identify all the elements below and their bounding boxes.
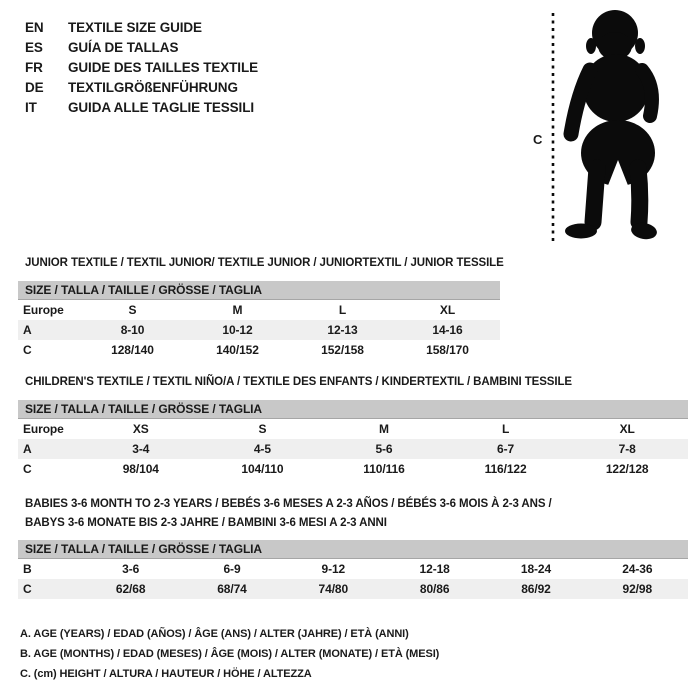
section-title-block xyxy=(18,254,504,273)
section-title: BABIES 3-6 MONTH TO 2-3 YEARS / BEBÉS 3-6 MESES A 2-3 AÑOS / BÉBÉS 3-6 MOIS À 2-3 ANS / xyxy=(25,498,552,510)
size-cell: 5-6 xyxy=(375,442,393,456)
size-cell: 7-8 xyxy=(618,442,636,456)
table-row xyxy=(18,579,688,599)
size-cell: 6-9 xyxy=(223,562,241,576)
size-cell: 128/140 xyxy=(111,343,154,357)
size-cell: 98/104 xyxy=(122,462,159,476)
size-cell: 8-10 xyxy=(120,323,145,337)
size-cell: 92/98 xyxy=(622,582,653,596)
size-cell: 104/110 xyxy=(241,462,284,476)
row-label: B xyxy=(23,562,32,576)
junior-textile-section xyxy=(18,254,504,360)
size-cell: 80/86 xyxy=(419,582,450,596)
baby-silhouette xyxy=(565,10,658,241)
size-header: SIZE / TALLA / TAILLE / GRÖSSE / TAGLIA xyxy=(18,400,688,419)
language-code: FR xyxy=(25,60,43,75)
baby-figure xyxy=(530,8,680,250)
row-label: Europe xyxy=(23,422,64,436)
table-row xyxy=(18,419,688,439)
language-title: GUIDA ALLE TAGLIE TESSILI xyxy=(68,100,254,115)
language-row xyxy=(25,58,258,78)
footnote-line: B. AGE (MONTHS) / EDAD (MESES) / ÂGE (MOIS) / ALTER (MONATE) / ETÀ (MESI) xyxy=(20,648,440,660)
table-row xyxy=(18,459,688,479)
size-cell: 10-12 xyxy=(222,323,253,337)
language-row xyxy=(25,78,258,98)
row-label: C xyxy=(23,582,32,596)
size-header: SIZE / TALLA / TAILLE / GRÖSSE / TAGLIA xyxy=(18,281,500,300)
language-title: GUIDE DES TAILLES TEXTILE xyxy=(68,60,259,75)
size-cell: L xyxy=(338,303,347,317)
table-row xyxy=(18,340,500,360)
size-cell: 140/152 xyxy=(216,343,259,357)
size-cell: XS xyxy=(132,422,149,436)
language-title: TEXTILE SIZE GUIDE xyxy=(68,20,202,35)
row-label: C xyxy=(23,343,32,357)
childrens-textile-section xyxy=(18,373,688,479)
size-header: SIZE / TALLA / TAILLE / GRÖSSE / TAGLIA xyxy=(18,540,688,559)
row-label: A xyxy=(23,323,32,337)
footnote-line: A. AGE (YEARS) / EDAD (AÑOS) / ÂGE (ANS) / ALTER (JAHRE) / ETÀ (ANNI) xyxy=(20,628,409,640)
size-cell: 62/68 xyxy=(115,582,146,596)
table-row xyxy=(18,439,688,459)
table-row xyxy=(18,559,688,579)
size-cell: M xyxy=(379,422,389,436)
section-title-block xyxy=(18,495,688,533)
baby-silhouette-svg xyxy=(530,8,680,250)
measure-label-c: C xyxy=(533,132,543,147)
language-title: GUÍA DE TALLAS xyxy=(68,40,179,55)
babies-textile-section xyxy=(18,495,688,599)
size-cell: 4-5 xyxy=(253,442,271,456)
size-cell: XL xyxy=(619,422,635,436)
row-label: Europe xyxy=(23,303,64,317)
footnote-line: C. (cm) HEIGHT / ALTURA / HAUTEUR / HÖHE / ALTEZZA xyxy=(20,668,312,680)
section-title-block xyxy=(18,373,688,392)
table-row xyxy=(18,320,500,340)
size-cell: 12-13 xyxy=(327,323,358,337)
size-cell: XL xyxy=(439,303,456,317)
size-cell: L xyxy=(501,422,510,436)
size-cell: M xyxy=(232,303,243,317)
size-cell: 152/158 xyxy=(321,343,364,357)
size-cell: S xyxy=(128,303,137,317)
size-cell: 116/122 xyxy=(484,462,527,476)
section-title: BABYS 3-6 MONATE BIS 2-3 JAHRE / BAMBINI 3-6 MESI A 2-3 ANNI xyxy=(25,517,387,529)
language-row xyxy=(25,38,258,58)
language-row xyxy=(25,18,258,38)
table-row xyxy=(18,300,500,320)
language-row xyxy=(25,98,258,118)
language-title: TEXTILGRÖßENFÜHRUNG xyxy=(68,80,238,95)
language-code: ES xyxy=(25,40,43,55)
size-cell: 3-6 xyxy=(122,562,140,576)
footnotes xyxy=(20,624,439,684)
section-title: CHILDREN'S TEXTILE / TEXTIL NIÑO/A / TEXTILE DES ENFANTS / KINDERTEXTIL / BAMBINI TESSILE xyxy=(25,376,572,388)
size-cell: 12-18 xyxy=(419,562,450,576)
size-cell: 3-4 xyxy=(132,442,150,456)
size-cell: 158/170 xyxy=(426,343,469,357)
row-label: A xyxy=(23,442,32,456)
language-code: IT xyxy=(25,100,37,115)
section-title: JUNIOR TEXTILE / TEXTIL JUNIOR/ TEXTILE JUNIOR / JUNIORTEXTIL / JUNIOR TESSILE xyxy=(25,257,504,269)
size-cell: 18-24 xyxy=(520,562,552,576)
size-cell: S xyxy=(258,422,267,436)
row-label: C xyxy=(23,462,32,476)
size-cell: 6-7 xyxy=(497,442,515,456)
size-cell: 14-16 xyxy=(432,323,463,337)
language-title-list xyxy=(25,18,258,118)
size-cell: 110/116 xyxy=(363,462,405,476)
size-cell: 68/74 xyxy=(217,582,247,596)
size-cell: 24-36 xyxy=(622,562,653,576)
size-cell: 9-12 xyxy=(321,562,346,576)
language-code: DE xyxy=(25,80,44,95)
language-code: EN xyxy=(25,20,44,35)
size-cell: 86/92 xyxy=(521,582,551,596)
size-cell: 122/128 xyxy=(605,462,649,476)
size-cell: 74/80 xyxy=(318,582,349,596)
